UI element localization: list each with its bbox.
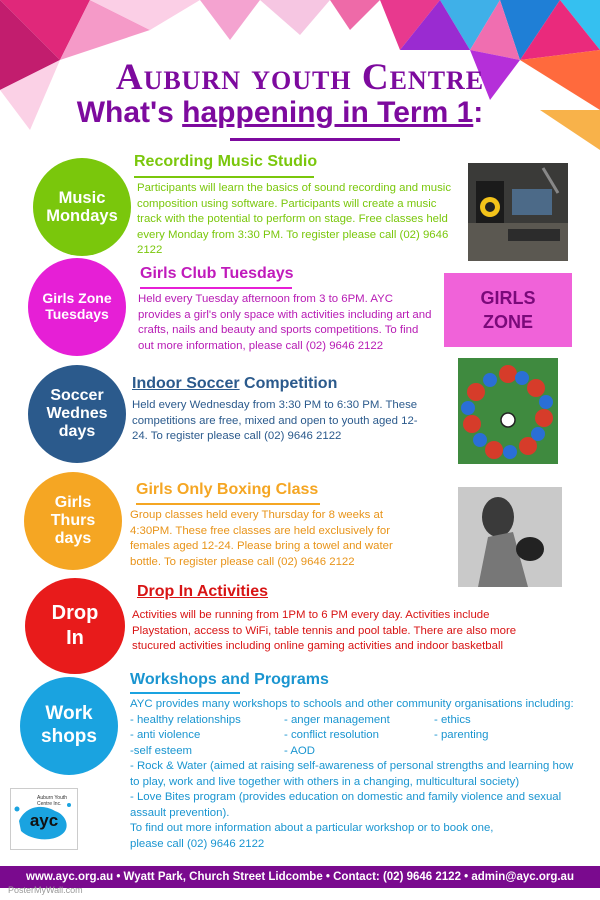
music-title-rule — [134, 176, 314, 178]
recording-studio-photo — [468, 163, 568, 261]
workshop-topic: - healthy relationships — [130, 713, 241, 726]
soccer-wednesdays-label: Soccer Wednes days — [46, 387, 108, 440]
workshops-circle — [20, 677, 118, 775]
page-subtitle — [0, 96, 560, 130]
ayc-logo — [10, 788, 78, 850]
girls-thursdays-circle — [24, 472, 122, 570]
workshop-topic: - parenting — [434, 729, 489, 741]
girls-zone-badge-label: GIRLS ZONE — [480, 287, 536, 332]
workshops-section-body — [130, 697, 580, 852]
drop-in-circle — [25, 578, 125, 674]
subtitle-underlined: happening in Term 1 — [182, 96, 474, 129]
music-mondays-label: Music Mondays — [46, 188, 118, 225]
workshop-topics-grid — [130, 713, 580, 760]
workshops-label: Work shops — [41, 703, 97, 747]
soccer-ball-icon — [458, 358, 558, 464]
girls-section-body: Held every Tuesday afternoon from 3 to 6PM. AYC provides a girl's only space with activities including art and crafts, nails and beauty and sports competitions. To find out more information, please call (02) 9646 2122 — [138, 293, 432, 352]
workshops-title-rule — [130, 692, 240, 694]
workshop-topic: - ethics — [434, 713, 471, 726]
love-bites-text: - Love Bites program (provides education on domestic and family violence and sexual assault prevention). — [130, 791, 562, 819]
workshop-topic: -self esteem — [130, 744, 193, 757]
dropin-section-title: Drop In Activities — [137, 583, 268, 600]
page-title: Auburn youth Centre — [115, 57, 485, 98]
girls-thursdays-label: Girls Thurs days — [50, 494, 96, 547]
subtitle-suffix: : — [473, 96, 484, 129]
workshop-topic: - AOD — [284, 744, 316, 757]
boxing-section-body: Group classes held every Thursday for 8 weeks at 4:30PM. These free classes are held exclusively for females aged 12-24. Please bring a towel and water bottle. To register please call (02) 9646 2122 — [130, 509, 393, 568]
boxing-section-title: Girls Only Boxing Class — [136, 481, 319, 498]
footer-contact-text: www.ayc.org.au • Wyatt Park, Church Street Lidcombe • Contact: (02) 9646 2122 • admin@ayc.org.au — [26, 871, 574, 883]
studio-monitor-icon — [468, 163, 568, 261]
boxing-glove-icon — [458, 487, 562, 587]
workshop-topic: - anti violence — [130, 729, 201, 741]
girls-title-rule — [140, 287, 292, 289]
soccer-title-underlined: Indoor Soccer — [132, 375, 240, 392]
workshops-intro: AYC provides many workshops to schools and other community organisations including: — [130, 698, 574, 710]
workshops-section-title: Workshops and Programs — [130, 671, 329, 688]
music-mondays-circle — [33, 158, 131, 256]
title-rule — [230, 138, 400, 141]
girls-zone-badge — [444, 273, 572, 347]
postermywall-watermark: PosterMyWall.com — [8, 885, 83, 895]
boxing-title-rule — [136, 503, 320, 505]
workshop-topic: - conflict resolution — [284, 729, 379, 741]
soccer-section-body: Held every Wednesday from 3:30 PM to 6:30 PM. These competitions are free, mixed and open to youth aged 12-24. To register please call (02) 9646 2122 — [132, 399, 418, 442]
music-section-body: Participants will learn the basics of sound recording and music composition using software. Participants will create a music track with the potential to perform on stage. Free classes held every Monday from 3:30 PM. To register please call (02) 9646 2122 — [137, 182, 452, 256]
girls-zone-tuesdays-label: Girls Zone Tuesdays — [42, 290, 112, 322]
soccer-section-title — [132, 375, 337, 393]
soccer-wednesdays-circle — [28, 365, 126, 463]
ayc-logo-letters: ayc — [29, 811, 59, 830]
soccer-title-rest: Competition — [239, 375, 338, 392]
drop-in-label: Drop In — [51, 602, 99, 649]
boxing-girl-photo — [458, 487, 562, 587]
girls-section-title: Girls Club Tuesdays — [140, 265, 294, 282]
workshop-topic: - anger management — [284, 713, 390, 726]
dropin-section-body: Activities will be running from 1PM to 6 PM every day. Activities include Playstation, access to WiFi, table tennis and pool table. There are also more stucured activities including online gaming activities and indoor basketball — [132, 609, 517, 652]
soccer-huddle-photo — [458, 358, 558, 464]
girls-zone-tuesdays-circle — [28, 258, 126, 356]
contact-footer — [0, 866, 600, 888]
subtitle-prefix: What's — [76, 96, 183, 129]
workshop-topic — [434, 744, 574, 760]
rock-and-water-text: - Rock & Water (aimed at raising self-awareness of personal strengths and learning how to play, work and live together with others in a changing, multicultural society) — [130, 760, 574, 788]
ayc-logo-caption: Auburn Youth Centre Inc. — [37, 795, 68, 807]
workshops-closing-text: To find out more information about a particular workshop or to book one, please call (02) 9646 2122 — [130, 822, 494, 850]
music-section-title: Recording Music Studio — [134, 153, 318, 170]
